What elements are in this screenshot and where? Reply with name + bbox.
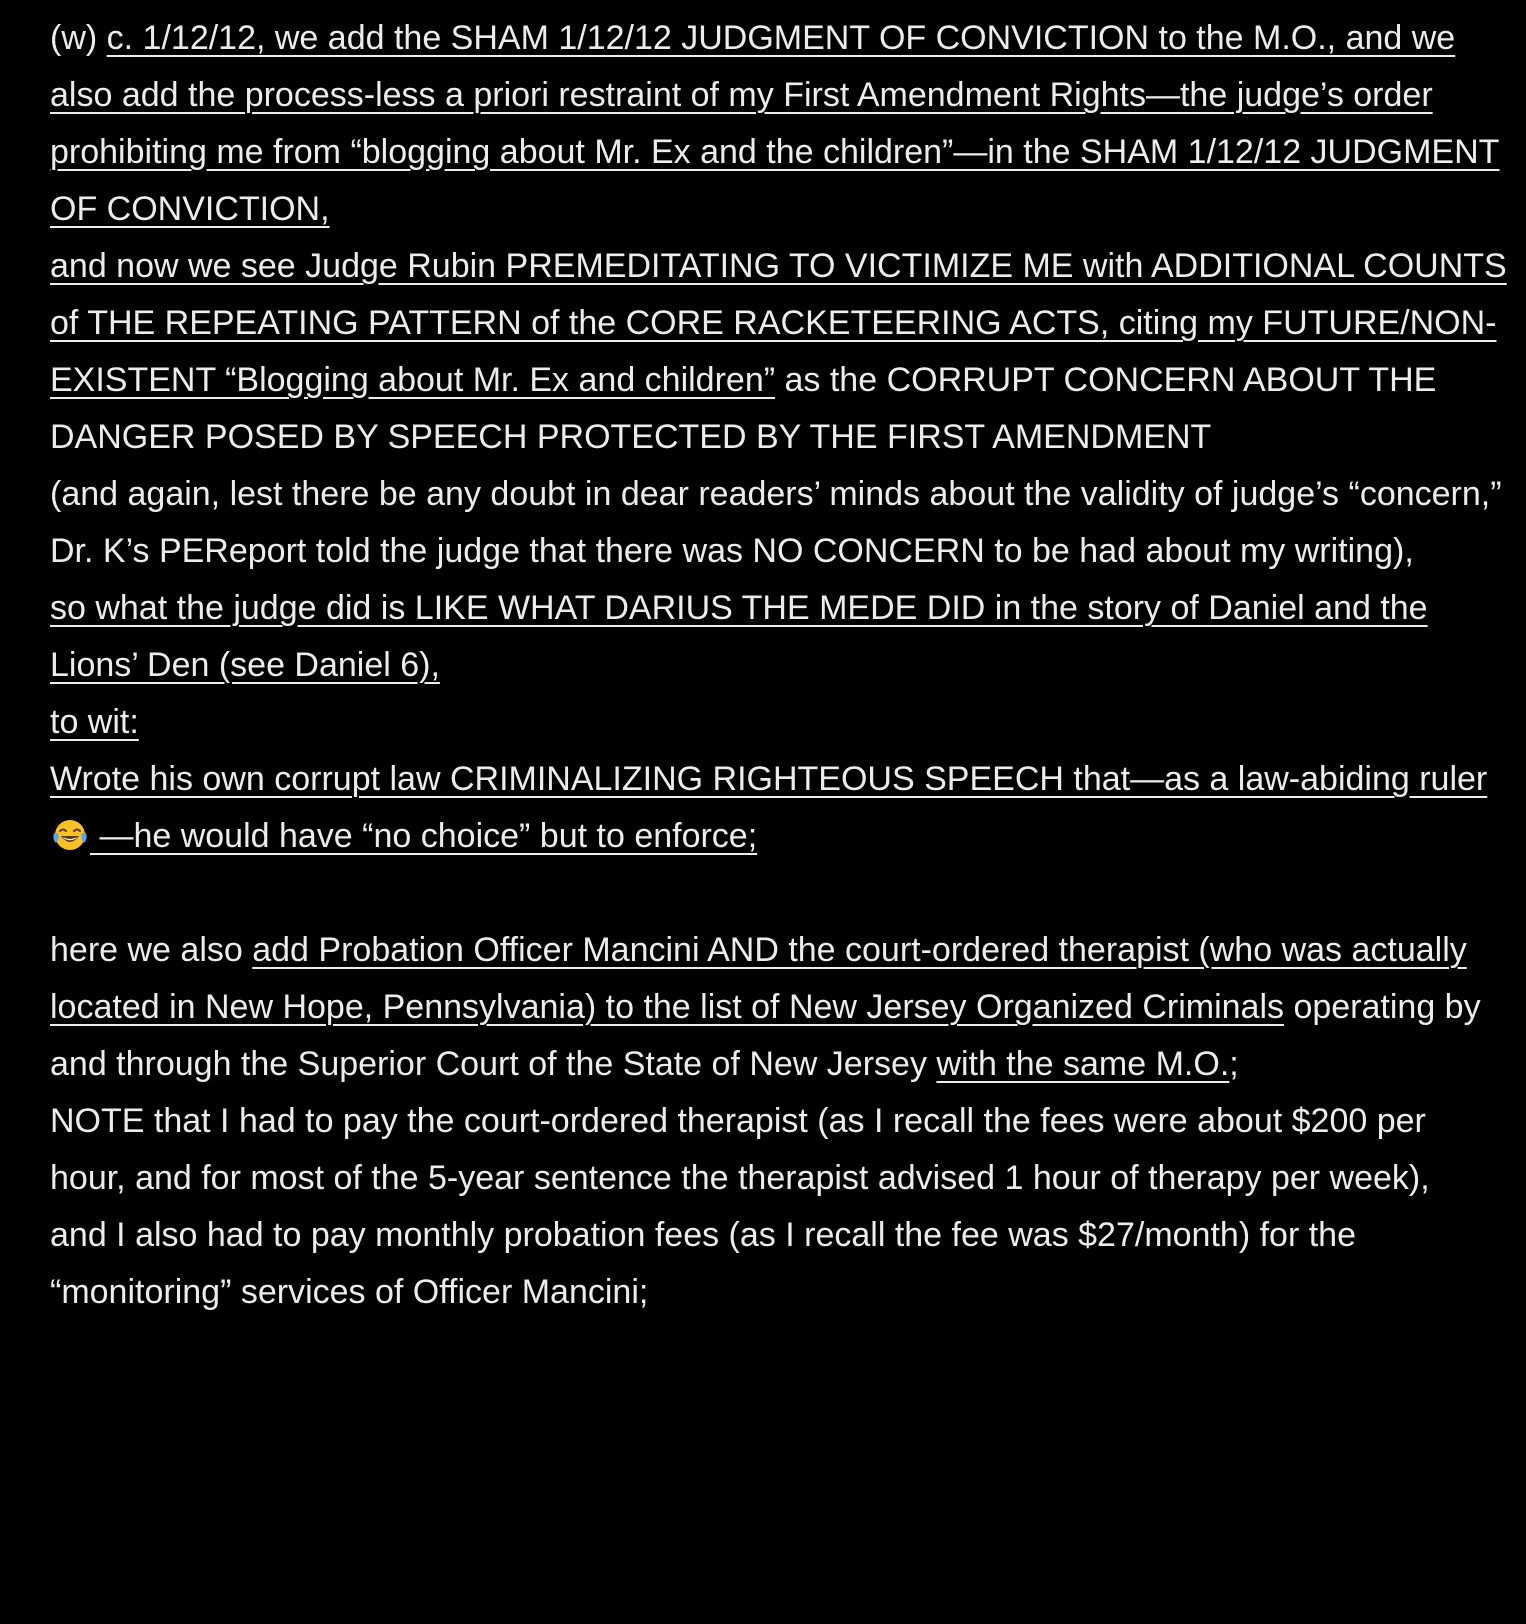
face-with-tears-of-joy-icon	[52, 817, 88, 853]
paragraph-to-wit	[50, 694, 1510, 751]
underlined-text: to wit:	[50, 703, 139, 741]
underlined-text: Wrote his own corrupt law CRIMINALIZING RIGHTEOUS SPEECH that—as a law-abiding ruler	[50, 760, 1488, 798]
item-label: (w)	[50, 19, 107, 57]
blank-line	[50, 865, 1510, 922]
plain-text: NOTE that I had to pay the court-ordered therapist (as I recall the fees were about $200 per hour, and for most of the 5-year sentence the therapist advised 1 hour of therapy per week),	[50, 1102, 1430, 1197]
plain-text: and I also had to pay monthly probation fees (as I recall the fee was $27/month) for the “monitoring” services of Officer Mancini;	[50, 1216, 1356, 1311]
plain-text: here we also	[50, 931, 253, 969]
underlined-text: so what the judge did is LIKE WHAT DARIUS THE MEDE DID in the story of Daniel and the Lions’ Den (see Daniel 6),	[50, 589, 1428, 684]
underlined-text: and now we see Judge Rubin PREMEDITATING TO VICTIMIZE ME with ADDITIONAL COUNTS of THE REPEATING PATTERN of the CORE RACKETEERING ACTS, citing my FUTURE/NON-EXISTENT “Blogging about Mr. Ex and children”	[50, 247, 1507, 399]
paragraph-probation-officer	[50, 922, 1510, 1093]
underlined-text: with the same M.O.	[936, 1045, 1230, 1083]
paragraph-therapist-fees	[50, 1093, 1510, 1207]
underlined-text: —he would have “no choice” but to enforce;	[90, 817, 758, 855]
plain-text: as the CORRUPT CONCERN ABOUT THE DANGER POSED BY SPEECH PROTECTED BY THE FIRST AMENDMENT	[50, 361, 1437, 456]
paragraph-probation-fees	[50, 1207, 1510, 1321]
underlined-text: c. 1/12/12, we add the SHAM 1/12/12 JUDGMENT OF CONVICTION to the M.O., and we also add the process-less a priori restraint of my First Amendment Rights—the judge’s order prohibiting me from “blogging about Mr. Ex and the children”—in the SHAM 1/12/12 JUDGMENT OF CONVICTION,	[50, 19, 1500, 228]
plain-text: operating by and through the Superior Court of the State of New Jersey	[50, 988, 1481, 1083]
document-body	[50, 10, 1510, 1321]
plain-text: ;	[1229, 1045, 1239, 1083]
underlined-text: add Probation Officer Mancini AND the court-ordered therapist (who was actually located in New Hope, Pennsylvania) to the list of New Jersey Organized Criminals	[50, 931, 1467, 1026]
paragraph-dr-k-report	[50, 523, 1510, 580]
paragraph-w	[50, 10, 1510, 238]
paragraph-judge-rubin	[50, 238, 1510, 466]
plain-text: Dr. K’s PEReport told the judge that there was NO CONCERN to be had about my writing),	[50, 532, 1414, 570]
paragraph-and-again	[50, 466, 1510, 523]
plain-text: (and again, lest there be any doubt in dear readers’ minds about the validity of judge’s “concern,”	[50, 475, 1502, 513]
paragraph-darius	[50, 580, 1510, 694]
paragraph-wrote-law	[50, 751, 1510, 865]
